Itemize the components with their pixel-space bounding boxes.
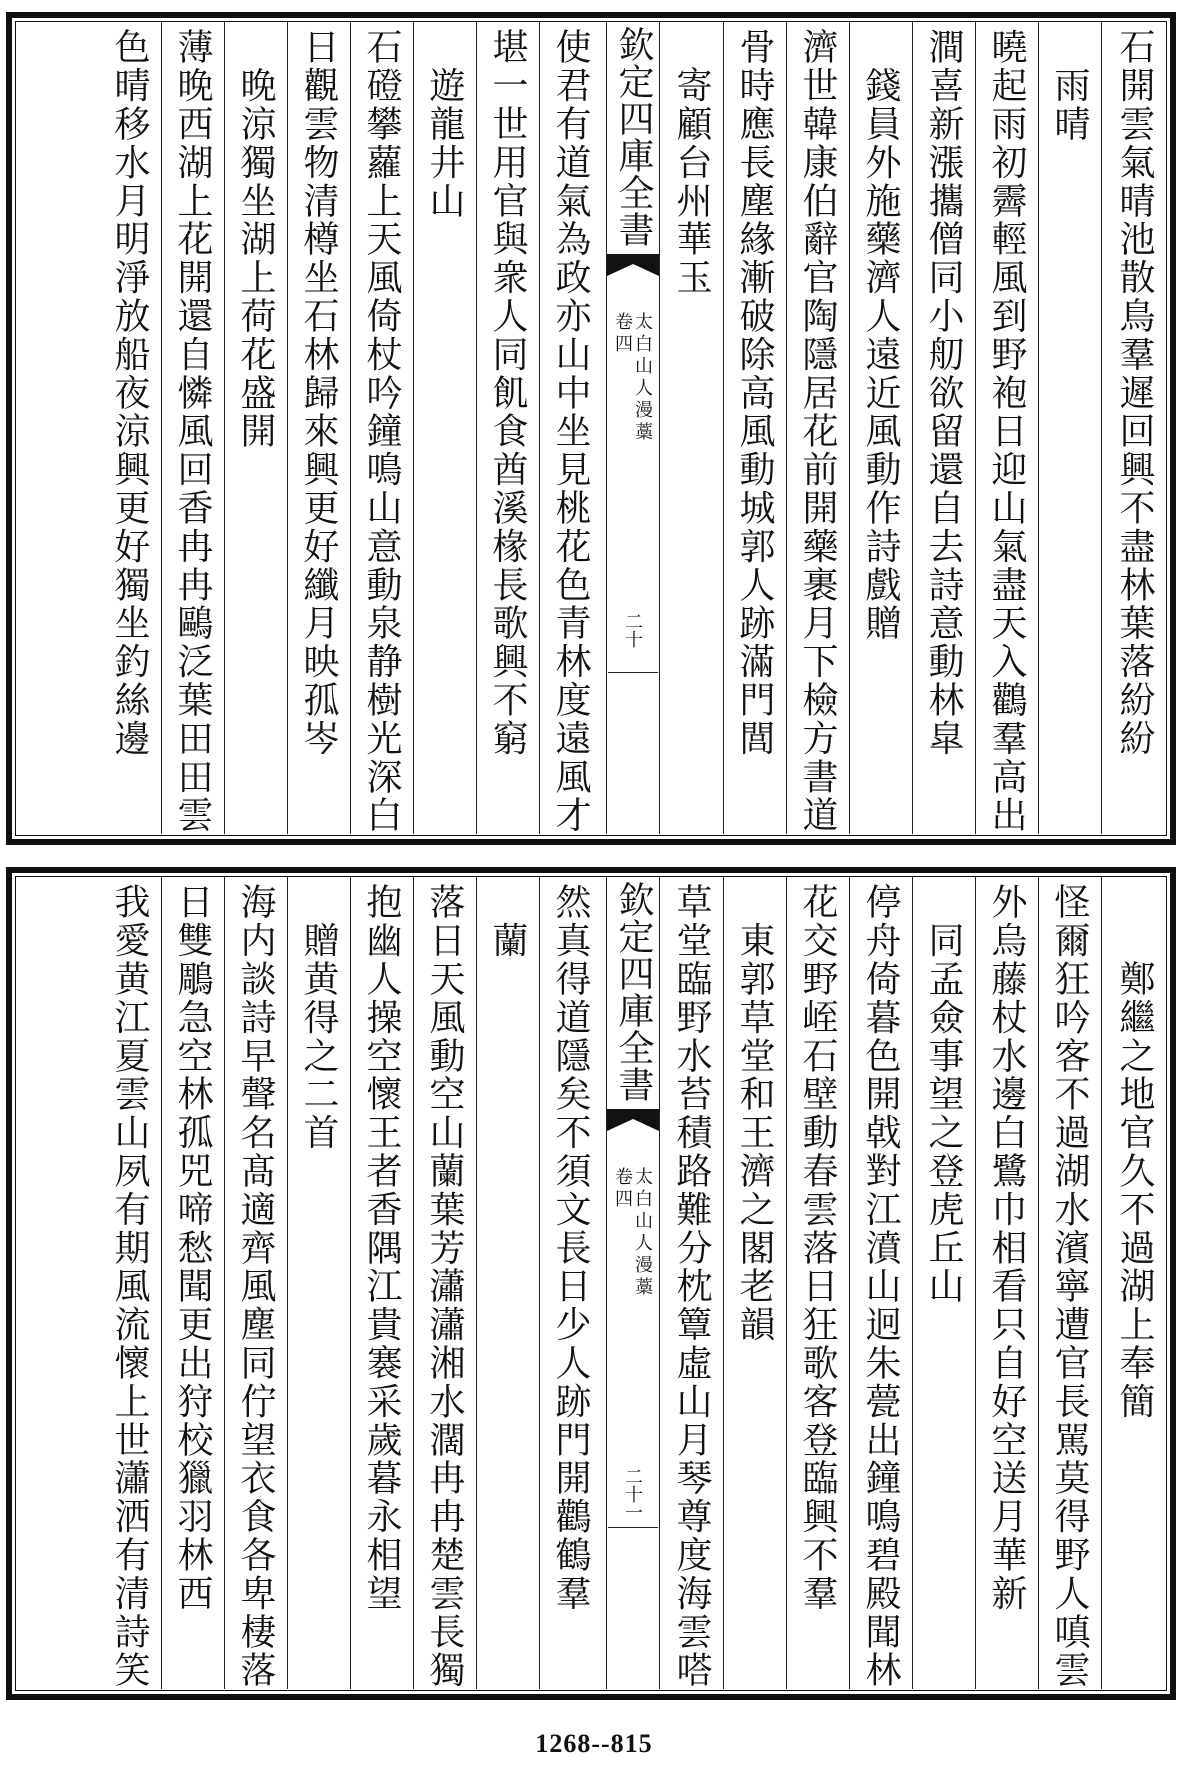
text-column: 遊龍井山 <box>424 28 465 220</box>
text-column: 日雙鵰急空林孤兕啼愁聞更出狩校獵羽林西 <box>172 883 213 1613</box>
column-rule <box>350 22 351 834</box>
text-column: 蘭 <box>487 883 528 960</box>
text-column: 澗喜新漲攜僧同小舠欲留還自去詩意動林皐 <box>923 28 964 758</box>
folio-number: 二十一 <box>622 1467 643 1521</box>
text-column: 石開雲氣晴池散鳥羣遲回興不盡林葉落紛紛 <box>1114 28 1155 758</box>
column-rule <box>912 22 913 834</box>
fish-tail-ornament-icon <box>607 1107 659 1133</box>
book-title: 太白山人漫藁 <box>632 312 653 444</box>
column-rule <box>1038 877 1039 1689</box>
column-rule <box>849 877 850 1689</box>
folio-number: 二十 <box>622 612 643 648</box>
book-series-title: 欽定四庫全書 <box>613 881 654 1103</box>
book-series-title: 欽定四庫全書 <box>613 26 654 248</box>
text-column: 抱幽人操空懷王者香隅江貴褰采歲暮永相望 <box>361 883 402 1613</box>
fish-tail-ornament-icon <box>607 252 659 278</box>
text-column: 錢員外施藥濟人遠近風動作詩戲贈 <box>860 28 901 643</box>
column-rule <box>161 22 162 834</box>
column-rule <box>413 22 414 834</box>
text-column: 東郭草堂和王濟之閣老韻 <box>734 883 775 1344</box>
column-rule <box>287 22 288 834</box>
column-rule <box>539 22 540 834</box>
text-column: 落日天風動空山蘭葉芳瀟瀟湘水濶冉冉楚雲長獨 <box>424 883 465 1690</box>
column-rule <box>912 877 913 1689</box>
center-fold <box>606 22 660 834</box>
column-rule <box>350 877 351 1689</box>
text-column: 鄭繼之地官久不過湖上奉簡 <box>1114 883 1155 1421</box>
text-column: 海内談詩早聲名髙適齊風塵同佇望衣食各卑棲落 <box>235 883 276 1690</box>
column-rule <box>287 877 288 1689</box>
text-column: 花交野峌石壁動春雲落日狂歌客登臨興不羣 <box>797 883 838 1613</box>
column-rule <box>723 22 724 834</box>
column-rule <box>413 877 414 1689</box>
text-column: 曉起雨初霽輕風到野袍日迎山氣盡天入鸛羣高出 <box>986 28 1027 835</box>
text-column: 我愛黄江夏雲山夙有期風流懷上世瀟洒有清詩笑 <box>109 883 150 1690</box>
column-rule <box>849 22 850 834</box>
text-column: 使君有道氣為政亦山中坐見桃花色青林度遠風才 <box>550 28 591 835</box>
text-column: 堪一世用官與衆人同飢食酋溪椽長歌興不窮 <box>487 28 528 758</box>
column-rule <box>723 877 724 1689</box>
text-column: 怪爾狂吟客不過湖水濱寧遭官長駡莫得野人嗔雲 <box>1049 883 1090 1690</box>
book-title: 太白山人漫藁 <box>632 1167 653 1299</box>
text-column: 晚涼獨坐湖上荷花盛開 <box>235 28 276 451</box>
text-column: 石磴攀蘿上天風倚杖吟鐘鳴山意動泉静樹光深白 <box>361 28 402 835</box>
column-rule <box>975 877 976 1689</box>
text-column: 停舟倚暮色開㦸對江濆山迥朱甍出鐘鳴碧殿聞林 <box>860 883 901 1690</box>
scan-page-number: 1268--815 <box>535 1729 653 1758</box>
center-fold <box>606 877 660 1689</box>
text-column: 色晴移水月明淨放船夜涼興更好獨坐釣絲邊 <box>109 28 150 758</box>
text-column: 骨時應長塵緣漸破除高風動城郭人跡滿門閭 <box>734 28 775 758</box>
column-rule <box>1101 22 1102 834</box>
text-column: 濟世韓康伯辭官陶隱居花前開藥裹月下檢方書道 <box>797 28 838 835</box>
column-rule <box>161 877 162 1689</box>
column-rule <box>539 877 540 1689</box>
text-column: 日觀雲物清樽坐石林歸來興更好纖月映孤岑 <box>298 28 339 758</box>
text-column: 薄晚西湖上花開還自憐風回香冉冉鷗泛葉田田雲 <box>172 28 213 835</box>
juan-number: 卷四 <box>612 1167 633 1211</box>
text-column: 贈黄得之二首 <box>298 883 339 1152</box>
column-rule <box>786 22 787 834</box>
text-column: 同孟僉事望之登虎丘山 <box>923 883 964 1306</box>
column-rule <box>224 877 225 1689</box>
text-column: 雨晴 <box>1049 28 1090 144</box>
column-rule <box>975 22 976 834</box>
text-column: 外烏藤杖水邊白鷺巾相看只自好空送月華新 <box>986 883 1027 1613</box>
column-rule <box>1038 22 1039 834</box>
text-column: 寄顧台州華玉 <box>671 28 712 297</box>
page-top <box>6 12 1176 845</box>
text-column: 然真得道隱矣不須文長日少人跡門開鸛鶴羣 <box>550 883 591 1613</box>
column-rule <box>476 877 477 1689</box>
text-column: 草堂臨野水苔積路難分枕簟虛山月琴尊度海雲嗒 <box>671 883 712 1690</box>
column-rule <box>224 22 225 834</box>
juan-number: 卷四 <box>612 312 633 356</box>
page-bottom <box>6 867 1176 1700</box>
column-rule <box>1101 877 1102 1689</box>
column-rule <box>476 22 477 834</box>
column-rule <box>786 877 787 1689</box>
